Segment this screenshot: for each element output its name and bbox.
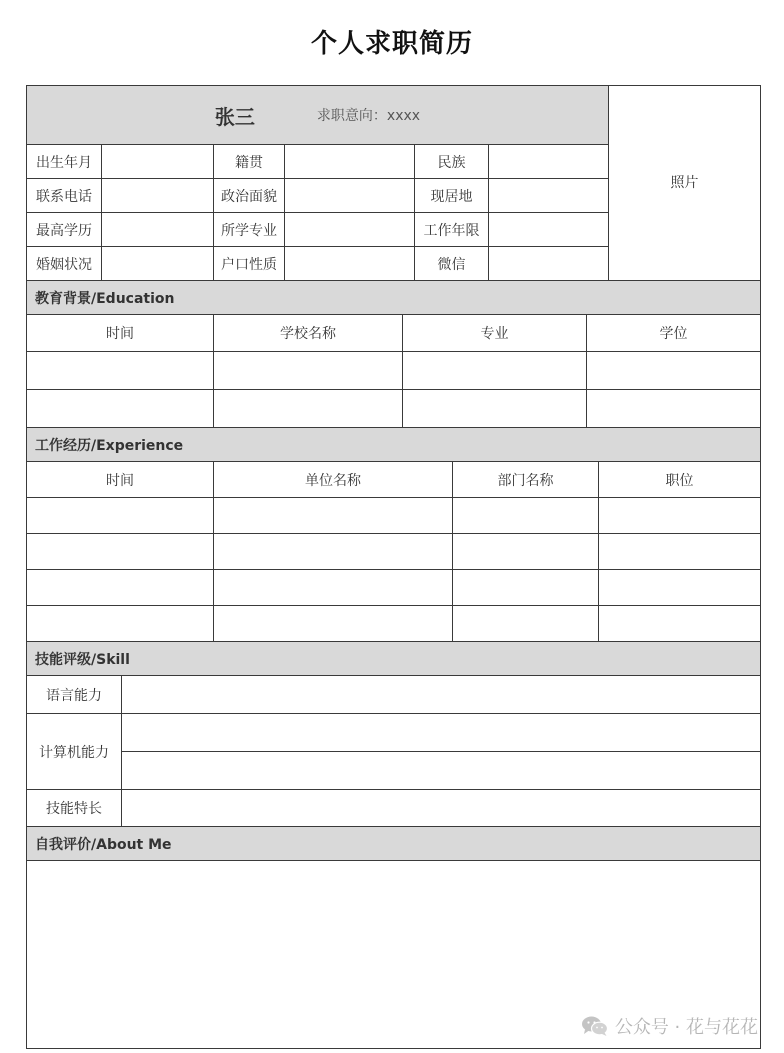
education-column-header: 专业 [402,314,587,352]
info-value-cell[interactable] [284,212,415,247]
skill-section-title: 技能评级/Skill [26,641,761,676]
info-label: 现居地 [414,178,489,213]
education-cell[interactable] [213,351,403,390]
info-value-cell[interactable] [101,178,214,213]
skill-value-cell[interactable] [121,713,761,752]
experience-cell[interactable] [213,533,453,570]
info-value-cell[interactable] [101,246,214,281]
info-label: 婚姻状况 [26,246,102,281]
info-value-cell[interactable] [488,246,609,281]
info-label: 户口性质 [213,246,285,281]
experience-section-title: 工作经历/Experience [26,427,761,462]
candidate-name: 张三 [214,104,255,129]
education-column-header: 学位 [586,314,761,352]
education-column-header: 学校名称 [213,314,403,352]
watermark [581,1013,758,1039]
education-cell[interactable] [402,389,587,428]
info-value-cell[interactable] [284,246,415,281]
experience-column-header: 部门名称 [452,461,599,498]
experience-cell[interactable] [452,569,599,606]
experience-cell[interactable] [26,533,214,570]
info-label: 籍贯 [213,144,285,179]
skill-value-cell[interactable] [121,675,761,714]
experience-cell[interactable] [213,497,453,534]
skill-label: 计算机能力 [26,713,122,790]
education-cell[interactable] [586,351,761,390]
info-value-cell[interactable] [284,178,415,213]
experience-cell[interactable] [26,497,214,534]
skill-value-cell[interactable] [121,751,761,790]
info-label: 民族 [414,144,489,179]
info-label: 最高学历 [26,212,102,247]
info-label: 出生年月 [26,144,102,179]
info-value-cell[interactable] [488,144,609,179]
photo-label: 照片 [670,175,699,191]
info-label: 工作年限 [414,212,489,247]
experience-cell[interactable] [598,533,761,570]
info-label: 所学专业 [213,212,285,247]
experience-cell[interactable] [452,605,599,642]
experience-cell[interactable] [452,533,599,570]
experience-cell[interactable] [213,569,453,606]
info-label: 联系电话 [26,178,102,213]
education-section-title: 教育背景/Education [26,280,761,315]
experience-column-header: 时间 [26,461,214,498]
skill-value-cell[interactable] [121,789,761,827]
wechat-icon [581,1015,609,1037]
experience-cell[interactable] [598,497,761,534]
experience-cell[interactable] [598,569,761,606]
info-label: 政治面貌 [213,178,285,213]
page-title: 个人求职简历 [310,29,473,59]
watermark-text: 公众号 · 花与花花 [614,1017,758,1038]
experience-cell[interactable] [26,569,214,606]
about-section-title: 自我评价/About Me [26,826,761,861]
skill-label: 技能特长 [26,789,122,827]
experience-column-header: 单位名称 [213,461,453,498]
name-header [26,85,609,145]
experience-cell[interactable] [213,605,453,642]
info-value-cell[interactable] [101,144,214,179]
info-value-cell[interactable] [488,178,609,213]
photo-box [608,85,761,281]
experience-column-header: 职位 [598,461,761,498]
info-label: 微信 [414,246,489,281]
experience-cell[interactable] [26,605,214,642]
experience-cell[interactable] [598,605,761,642]
info-value-cell[interactable] [284,144,415,179]
experience-cell[interactable] [452,497,599,534]
education-cell[interactable] [213,389,403,428]
education-column-header: 时间 [26,314,214,352]
info-value-cell[interactable] [101,212,214,247]
education-cell[interactable] [26,351,214,390]
job-intent: 求职意向：xxxx [316,108,421,124]
education-cell[interactable] [586,389,761,428]
info-value-cell[interactable] [488,212,609,247]
education-cell[interactable] [402,351,587,390]
education-cell[interactable] [26,389,214,428]
skill-label: 语言能力 [26,675,122,714]
